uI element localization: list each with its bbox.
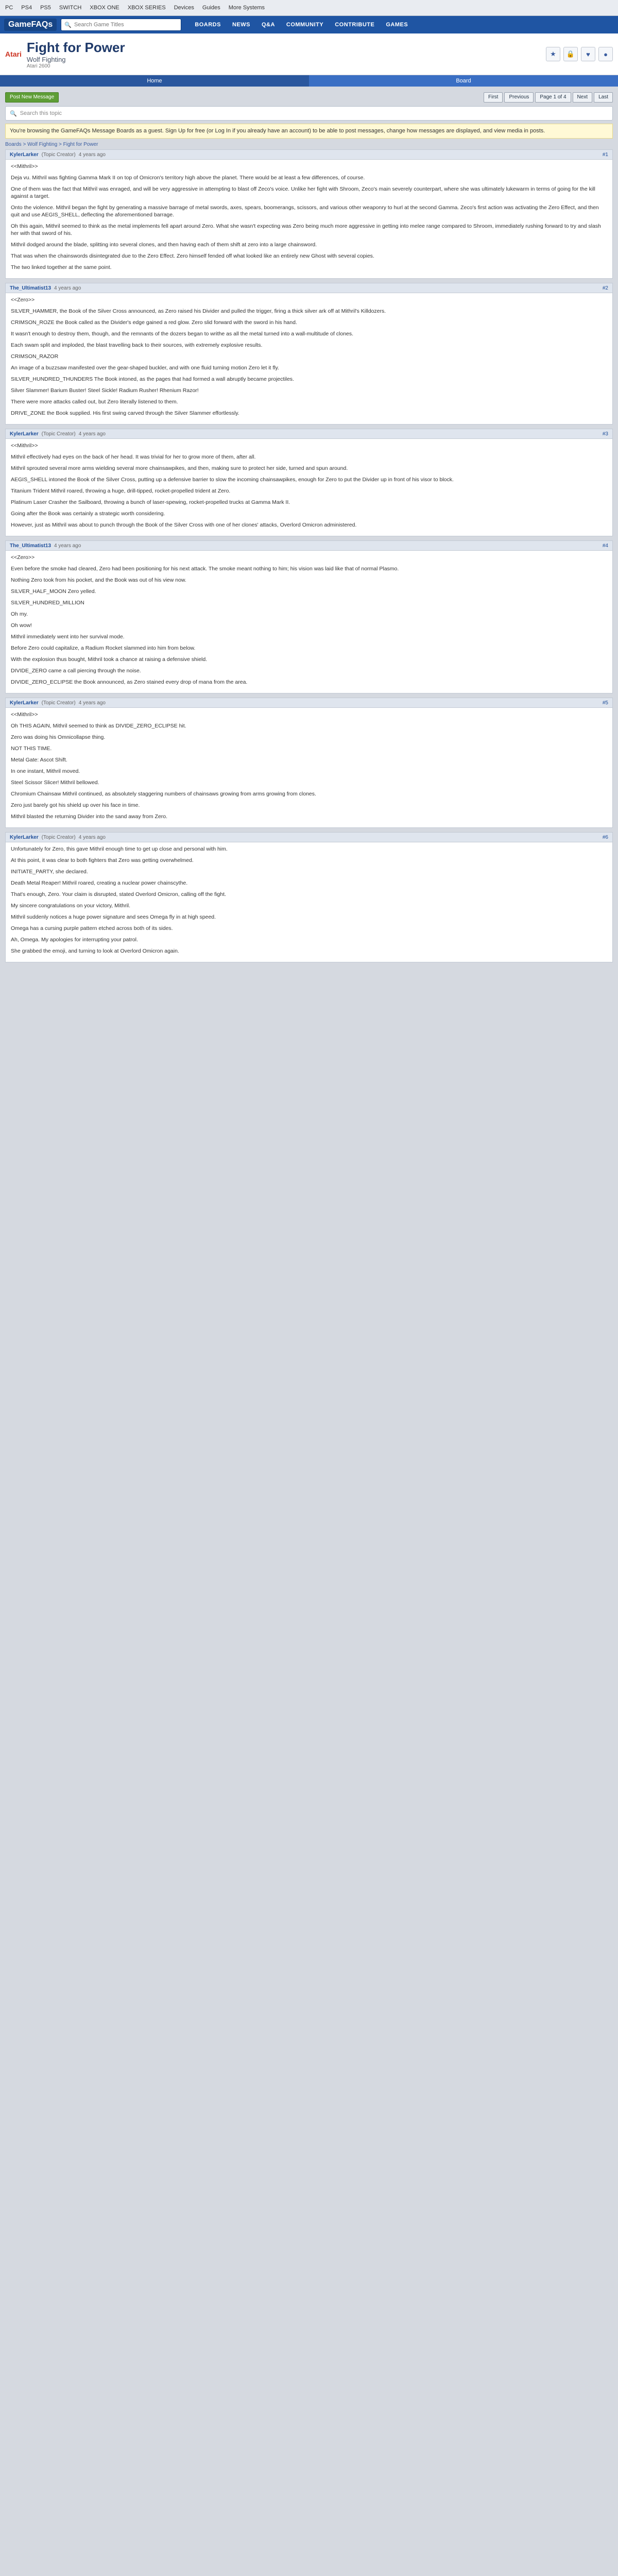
pager	[484, 92, 613, 103]
post-paragraph: Chromium Chainsaw Mithril continued, as absolutely staggering numbers of chainsaws growing from arms growing from clones.	[11, 791, 316, 797]
post-paragraph: Before Zero could capitalize, a Radium Rocket slammed into him from below.	[11, 645, 196, 651]
post-paragraph: <<Zero>>	[11, 554, 35, 561]
post-time: 4 years ago	[78, 700, 106, 706]
last-page-button[interactable]: Last	[594, 92, 613, 103]
post-body	[6, 293, 612, 424]
post-paragraph: NOT THIS TIME.	[11, 745, 52, 752]
board-tabs	[0, 75, 618, 87]
post-paragraph: CRIMSON_ROZE the Book called as the Divider's edge gained a red glow. Zero slid forward with the sword in his hand.	[11, 319, 297, 326]
post-time: 4 years ago	[54, 543, 81, 549]
post-paragraph: Zero was doing his Omnicollapse thing.	[11, 734, 106, 740]
platform-link[interactable]: SWITCH	[59, 5, 82, 11]
post-number[interactable]: #4	[602, 543, 608, 549]
topic-creator-badge: (Topic Creator)	[41, 151, 76, 158]
post-paragraph: Going after the Book was certainly a strategic worth considering.	[11, 511, 165, 517]
post-paragraph: She grabbed the emoji, and turning to look at Overlord Omicron again.	[11, 948, 179, 954]
post-paragraph: An image of a buzzsaw manifested over the gear-shaped buckler, and with one fluid turning motion Zero let it fly.	[11, 365, 280, 371]
post-paragraph: Deja vu. Mithril was fighting Gamma Mark II on top of Omicron's territory high above the planet. There would be at least a few differences, of course.	[11, 175, 365, 181]
post-paragraph: It wasn't enough to destroy them, though, and the remnants of the dozers began to writhe as all the metal turned into a wall-multitude of clones.	[11, 331, 354, 337]
page-indicator[interactable]: Page 1 of 4	[535, 92, 571, 103]
post-username[interactable]: The_Ultimatist13	[10, 543, 52, 549]
platform-link[interactable]: Guides	[202, 5, 220, 11]
platform-link[interactable]: More Systems	[228, 5, 265, 11]
post-header	[6, 541, 612, 551]
post-paragraph: SILVER_HUNDRED_THUNDERS The Book intoned, as the pages that had formed a wall abruptly became projectiles.	[11, 376, 294, 382]
breadcrumb[interactable]: Boards > Wolf Fighting > Fight for Power	[5, 142, 98, 147]
first-page-button[interactable]: First	[484, 92, 503, 103]
post-header	[6, 283, 612, 293]
post-paragraph: DIVIDE_ZERO_ECLIPSE the Book announced, as Zero stained every drop of mana from the area.	[11, 679, 248, 685]
post-new-message-button[interactable]: Post New Message	[5, 92, 59, 103]
game-title-bar	[0, 33, 618, 75]
platform-bar	[0, 0, 618, 16]
post-paragraph: SILVER_HAMMER, the Book of the Silver Cross announced, as Zero raised his Divider and pulled the trigger, firing a thick silver ark off at Mithril's Killdozers.	[11, 308, 386, 314]
nav-item[interactable]: BOARDS	[195, 22, 221, 28]
platform-link[interactable]: PC	[5, 5, 13, 11]
post-paragraph: Mithril suddenly notices a huge power signature and sees Omega fly in at high speed.	[11, 914, 216, 920]
post-paragraph: The two linked together at the same point.	[11, 264, 112, 270]
post-paragraph: There were more attacks called out, but Zero literally listened to them.	[11, 399, 178, 405]
prev-page-button[interactable]: Previous	[504, 92, 534, 103]
post-paragraph: CRIMSON_RAZOR	[11, 353, 59, 360]
nav-item[interactable]: GAMES	[386, 22, 408, 28]
post-header	[6, 150, 612, 160]
platform-link[interactable]: Devices	[174, 5, 194, 11]
platform-link[interactable]: XBOX SERIES	[127, 5, 166, 11]
post-username[interactable]: The_Ultimatist13	[10, 285, 52, 291]
post-paragraph: Each swam split and imploded, the blast travelling back to their sources, with extremely explosive results.	[11, 342, 263, 348]
platform-link[interactable]: XBOX ONE	[90, 5, 119, 11]
game-platform: Atari 2600	[26, 63, 50, 69]
post-paragraph: That's enough, Zero. Your claim is disrupted, stated Overlord Omicron, calling off the fight.	[11, 891, 226, 897]
platform-link[interactable]: PS5	[40, 5, 51, 11]
post-paragraph: At this point, it was clear to both fighters that Zero was getting overwhelmed.	[11, 857, 194, 863]
game-search-input[interactable]	[61, 19, 181, 31]
post-paragraph: Platinum Laser Crasher the Sailboard, throwing a bunch of laser-spewing, rocket-propelled trucks at Gamma Mark II.	[11, 499, 290, 505]
search-icon: 🔍	[10, 110, 17, 117]
post-paragraph: SILVER_HALF_MOON Zero yelled.	[11, 588, 96, 595]
post-paragraph: One of them was the fact that Mithril was enraged, and will be very aggressive in attempting to blast off Zeco's voice. Unlike her fight with Shroom, Zeco's main severely counterpart, where she was ultimately lukewarm in terms of going for the kill against a target.	[11, 186, 595, 199]
message-post	[5, 832, 613, 962]
post-paragraph: Mithril sprouted several more arms wielding several more chainsawpikes, and then, making sure to protect her side, turned and spun around.	[11, 465, 348, 471]
post-body	[6, 842, 612, 962]
nav-item[interactable]: NEWS	[232, 22, 250, 28]
post-paragraph: In one instant, Mithril moved.	[11, 768, 80, 774]
user-icon[interactable]: ●	[598, 47, 613, 61]
topic-creator-badge: (Topic Creator)	[41, 431, 76, 437]
post-paragraph: <<Mithril>>	[11, 163, 38, 170]
post-body	[6, 439, 612, 536]
topic-search-placeholder: Search this topic	[20, 110, 62, 116]
topic-creator-badge: (Topic Creator)	[41, 834, 76, 840]
topic-search-input[interactable]	[5, 106, 613, 121]
post-paragraph: Metal Gate: Ascot Shift.	[11, 757, 67, 763]
post-paragraph: AEGIS_SHELL intoned the Book of the Silver Cross, putting up a defensive barrier to slow the incoming chainsawpikes, enough for Zero to put the Divider up in front of his visor to block.	[11, 477, 454, 483]
post-paragraph: Onto the violence. Mithril began the fight by generating a massive barrage of metal swords, axes, spears, boomerangs, scissors, and various other weaponry to hurl at the second Gamma. Zeco's first action was activating the Zero Effect, and then quit and use AEGIS_SHELL, deflecting the aforementioned barrage.	[11, 205, 599, 218]
main-nav	[190, 22, 413, 28]
post-paragraph: With the explosion thus bought, Mithril took a chance at raising a defensive shield.	[11, 656, 208, 663]
post-body	[6, 708, 612, 827]
post-paragraph: Titanium Trident Mithril roared, throwing a huge, drill-tipped, rocket-propelled trident at Zero.	[11, 488, 231, 494]
post-paragraph: Mithril immediately went into her survival mode.	[11, 634, 125, 640]
main-content	[0, 87, 618, 970]
post-paragraph: Even before the smoke had cleared, Zero had been positioning for his next attack. The smoke meant nothing to him; his vision was laid like that of normal Plasmo.	[11, 566, 399, 572]
message-post	[5, 698, 613, 828]
post-paragraph: Unfortunately for Zero, this gave Mithril enough time to get up close and personal with him.	[11, 846, 228, 852]
post-paragraph: SILVER_HUNDRED_MILLION	[11, 600, 84, 606]
nav-item[interactable]: Q&A	[261, 22, 275, 28]
post-paragraph: Oh wow!	[11, 622, 32, 629]
message-post	[5, 540, 613, 693]
tab-home[interactable]: Home	[0, 75, 309, 87]
post-paragraph: Death Metal Reaper! Mithril roared, creating a nuclear power chainscythe.	[11, 880, 188, 886]
game-title-block	[27, 40, 125, 69]
nav-item[interactable]: COMMUNITY	[286, 22, 324, 28]
nav-item[interactable]: CONTRIBUTE	[335, 22, 375, 28]
tab-board[interactable]: Board	[456, 78, 471, 84]
topic-toolbar	[5, 92, 613, 103]
post-number[interactable]: #1	[602, 151, 608, 158]
post-paragraph: Omega has a cursing purple pattern etched across both of its sides.	[11, 925, 173, 931]
title-actions	[546, 47, 613, 61]
post-paragraph: Mithril dodged around the blade, splitting into several clones, and then having each of them shift at zero into a large chainsword.	[11, 242, 317, 248]
site-logo[interactable]: GameFAQs	[4, 19, 57, 31]
guest-notice: You're browsing the GameFAQs Message Boards as a guest. Sign Up for free (or Log In if you already have an account) to be able to post messages, change how messages are displayed, and view media in posts.	[5, 124, 613, 139]
post-paragraph: <<Mithril>>	[11, 711, 38, 718]
bookmark-icon[interactable]: ★	[546, 47, 560, 61]
post-paragraph: Steel Scissor Slicer! Mithril bellowed.	[11, 779, 99, 786]
post-header	[6, 698, 612, 708]
game-subtitle: Wolf Fighting	[26, 55, 66, 63]
post-paragraph: Zero just barely got his shield up over his face in time.	[11, 802, 140, 808]
post-number[interactable]: #5	[602, 700, 608, 706]
post-paragraph: Mithril blasted the returning Divider into the sand away from Zero.	[11, 814, 168, 820]
post-username[interactable]: KylerLarker	[10, 151, 39, 158]
site-header	[0, 16, 618, 33]
post-username[interactable]: KylerLarker	[10, 700, 39, 706]
post-time: 4 years ago	[78, 834, 106, 840]
platform-link[interactable]: PS4	[21, 5, 32, 11]
post-paragraph: Mithril effectively had eyes on the back of her head. It was trivial for her to grow more of them, after all.	[11, 454, 256, 460]
next-page-button[interactable]: Next	[573, 92, 593, 103]
post-paragraph: However, just as Mithril was about to punch through the Book of the Silver Cross with one of her clones' attacks, Overlord Omicron administered.	[11, 522, 357, 528]
game-title[interactable]: Fight for Power	[26, 39, 125, 55]
post-paragraph: INITIATE_PARTY, she declared.	[11, 869, 88, 875]
lock-icon[interactable]: 🔒	[563, 47, 578, 61]
search-placeholder: Search Game Titles	[74, 22, 124, 28]
publisher-label: Atari	[5, 50, 22, 58]
post-list	[5, 149, 613, 962]
message-post	[5, 283, 613, 425]
post-username[interactable]: KylerLarker	[10, 431, 39, 437]
post-paragraph: That was when the chainswords disintegrated due to the Zero Effect. Zero himself fended off what looked like an entirely new Ghost with several copies.	[11, 253, 374, 259]
post-paragraph: Oh this again, Mithril seemed to think as the metal implements fell apart around Zero. What she wasn't expecting was Zero being much more aggressive in getting into melee range compared to Shroom, immediately rushing forward to try and slash her with that sword of his.	[11, 223, 601, 236]
topic-creator-badge: (Topic Creator)	[41, 700, 76, 706]
post-time: 4 years ago	[78, 431, 106, 437]
post-time: 4 years ago	[78, 151, 106, 158]
post-paragraph: Nothing Zero took from his pocket, and the Book was out of his view now.	[11, 577, 186, 583]
post-paragraph: My sincere congratulations on your victory, Mithril.	[11, 903, 131, 909]
post-paragraph: DIVIDE_ZERO came a call piercing through the noise.	[11, 668, 141, 674]
post-body	[6, 551, 612, 693]
post-header	[6, 833, 612, 842]
post-paragraph: <<Zero>>	[11, 297, 35, 303]
post-paragraph: Oh my.	[11, 611, 28, 617]
post-number[interactable]: #2	[602, 285, 608, 291]
message-post	[5, 149, 613, 279]
search-icon: 🔍	[64, 22, 72, 28]
post-paragraph: DRIVE_ZONE the Book supplied. His first swing carved through the Silver Slammer effortlessly.	[11, 410, 239, 416]
post-paragraph: Ah, Omega. My apologies for interrupting your patrol.	[11, 937, 138, 943]
message-post	[5, 429, 613, 536]
post-header	[6, 429, 612, 439]
post-number[interactable]: #3	[602, 431, 608, 437]
post-paragraph: Oh THIS AGAIN, Mithril seemed to think as DIVIDE_ZERO_ECLIPSE hit.	[11, 723, 186, 729]
post-paragraph: Silver Slammer! Barium Buster! Steel Sickle! Radium Rusher! Rhenium Razor!	[11, 387, 199, 394]
post-paragraph: <<Mithril>>	[11, 443, 38, 449]
post-time: 4 years ago	[54, 285, 81, 291]
post-username[interactable]: KylerLarker	[10, 834, 39, 840]
heart-icon[interactable]: ♥	[581, 47, 595, 61]
post-body	[6, 160, 612, 278]
post-number[interactable]: #6	[602, 834, 608, 840]
